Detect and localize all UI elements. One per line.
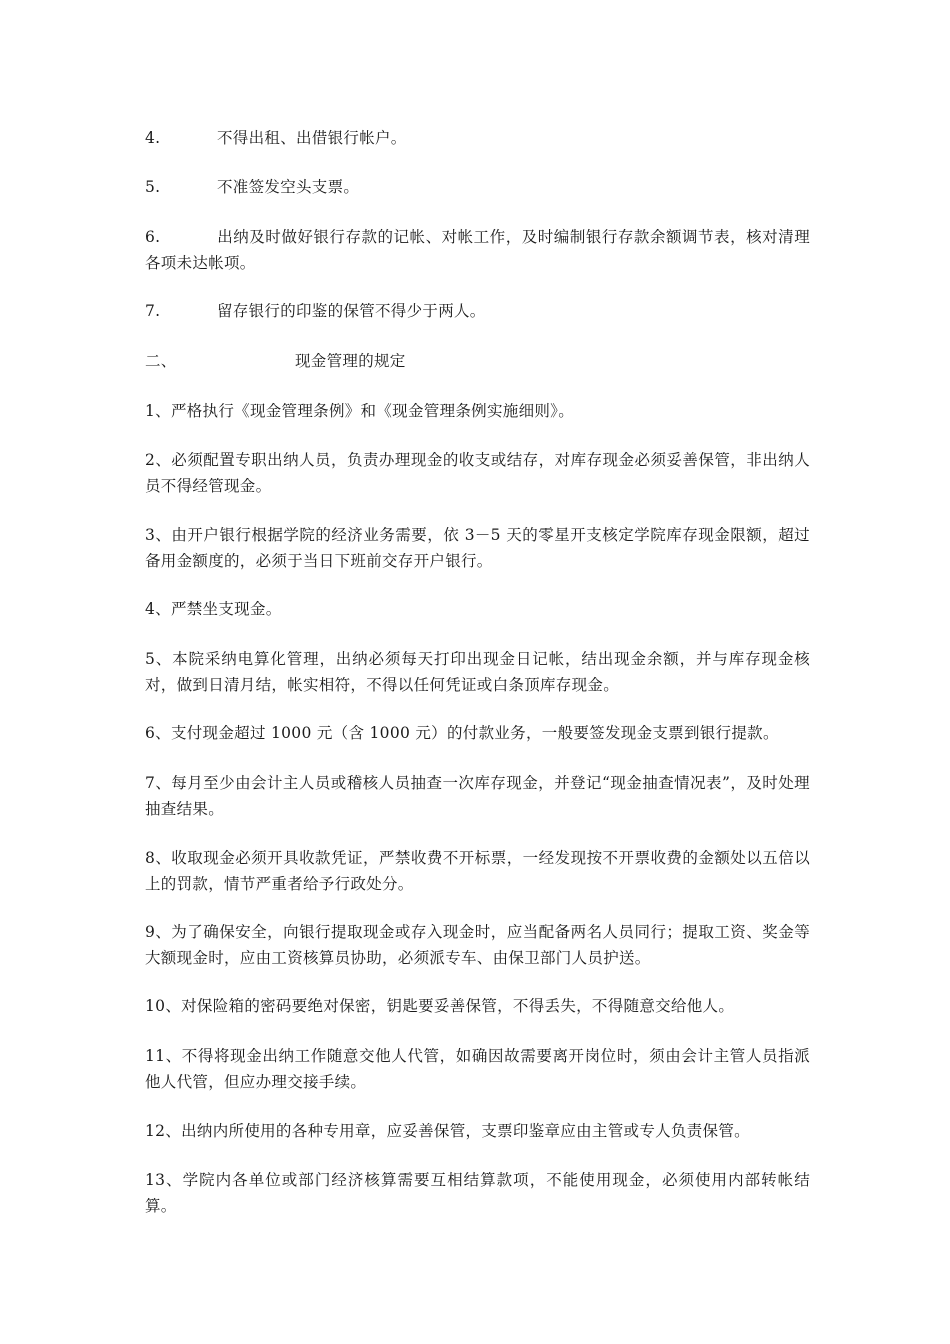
bank-rule-6 bbox=[145, 224, 810, 276]
bank-rule-5 bbox=[145, 174, 810, 200]
rule-text: 不得出租、出借银行帐户。 bbox=[217, 129, 407, 147]
bank-rule-7 bbox=[145, 298, 810, 324]
rule-number: 7. bbox=[145, 302, 161, 320]
cash-rule-9: 9、为了确保安全，向银行提取现金或存入现金时，应当配备两名人员同行；提取工资、奖金等大额现金时，应由工资核算员协助，必须派专车、由保卫部门人员护送。 bbox=[145, 923, 810, 967]
cash-rule-6: 6、支付现金超过 1000 元（含 1000 元）的付款业务，一般要签发现金支票到银行提款。 bbox=[145, 724, 779, 742]
bank-rule-4 bbox=[145, 125, 810, 151]
rule-number: 5. bbox=[145, 178, 161, 196]
cash-rule-11: 11、不得将现金出纳工作随意交他人代管，如确因故需要离开岗位时，须由会计主管人员指派他人代管，但应办理交接手续。 bbox=[145, 1047, 810, 1091]
cash-rule-12: 12、出纳内所使用的各种专用章，应妥善保管，支票印鉴章应由主管或专人负责保管。 bbox=[145, 1122, 750, 1140]
rule-text: 留存银行的印鉴的保管不得少于两人。 bbox=[217, 302, 486, 320]
section-number: 二、 bbox=[145, 352, 177, 370]
cash-rule-7: 7、每月至少由会计主人员或稽核人员抽查一次库存现金，并登记“现金抽查情况表”，及时处理抽查结果。 bbox=[145, 774, 810, 818]
section-title: 现金管理的规定 bbox=[295, 352, 406, 370]
cash-rule-5: 5、本院采纳电算化管理，出纳必须每天打印出现金日记帐，结出现金余额，并与库存现金核对，做到日清月结，帐实相符，不得以任何凭证或白条顶库存现金。 bbox=[145, 650, 810, 694]
cash-rule-13: 13、学院内各单位或部门经济核算需要互相结算款项，不能使用现金，必须使用内部转帐结算。 bbox=[145, 1171, 810, 1215]
rule-text: 不准签发空头支票。 bbox=[217, 178, 360, 196]
rule-number: 4. bbox=[145, 129, 161, 147]
rule-text: 出纳及时做好银行存款的记帐、对帐工作，及时编制银行存款余额调节表，核对清理各项未达帐项。 bbox=[145, 228, 810, 272]
rule-number: 6. bbox=[145, 228, 161, 246]
cash-rule-4: 4、严禁坐支现金。 bbox=[145, 600, 282, 618]
section-heading bbox=[145, 348, 810, 374]
cash-rule-2: 2、必须配置专职出纳人员，负责办理现金的收支或结存，对库存现金必须妥善保管，非出纳人员不得经管现金。 bbox=[145, 451, 810, 495]
cash-rule-3: 3、由开户银行根据学院的经济业务需要，依 3－5 天的零星开支核定学院库存现金限额，超过备用金额度的，必须于当日下班前交存开户银行。 bbox=[145, 526, 810, 570]
cash-rule-10: 10、对保险箱的密码要绝对保密，钥匙要妥善保管，不得丢失，不得随意交给他人。 bbox=[145, 997, 735, 1015]
cash-rule-8: 8、收取现金必须开具收款凭证，严禁收费不开标票，一经发现按不开票收费的金额处以五倍以上的罚款，情节严重者给予行政处分。 bbox=[145, 849, 810, 893]
cash-rule-1: 1、严格执行《现金管理条例》和《现金管理条例实施细则》。 bbox=[145, 402, 575, 420]
